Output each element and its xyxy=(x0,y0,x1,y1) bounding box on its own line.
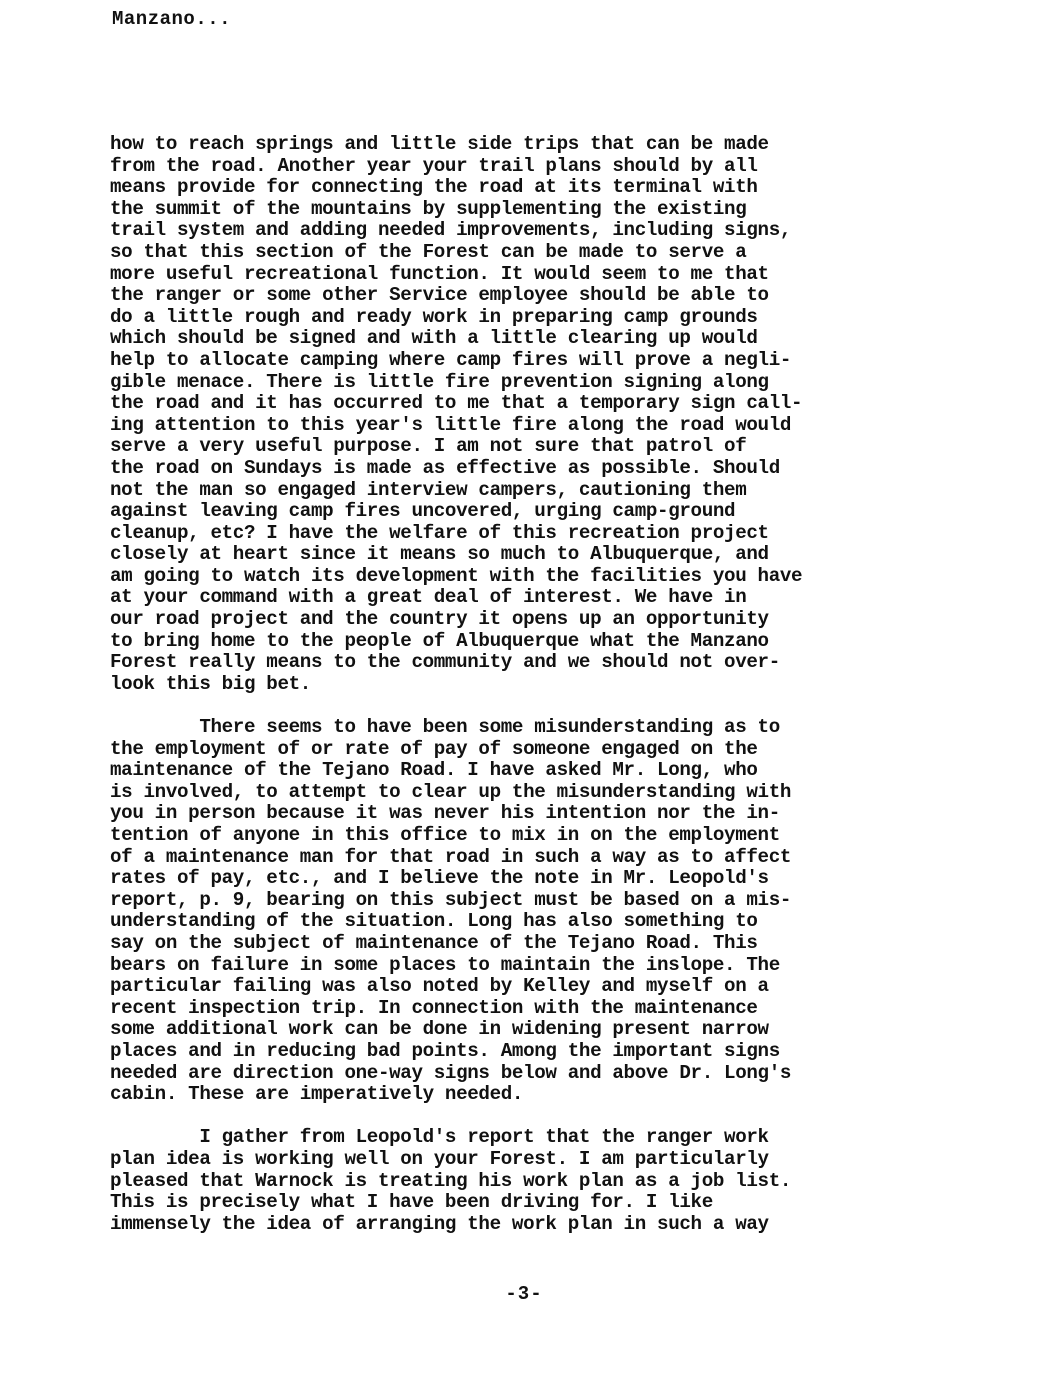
text-line: cabin. These are imperatively needed. xyxy=(110,1083,524,1106)
text-line: tention of anyone in this office to mix in on the employment xyxy=(110,824,780,846)
text-line: look this big bet. xyxy=(110,672,311,695)
text-line: cleanup, etc? I have the welfare of this recreation project xyxy=(110,521,769,544)
text-line: from the road. Another year your trail plans should by all xyxy=(110,154,758,177)
text-line: trail system and adding needed improvements, including signs, xyxy=(110,219,792,242)
text-line: not the man so engaged interview campers, cautioning them xyxy=(110,478,747,501)
paragraph-gap xyxy=(110,1106,920,1128)
text-line: particular failing was also noted by Kelley and myself on a xyxy=(110,975,769,998)
text-line: bears on failure in some places to maintain the inslope. The xyxy=(110,953,780,976)
page-header: Manzano... xyxy=(112,8,232,30)
text-line: immensely the idea of arranging the work plan in such a way xyxy=(110,1212,769,1235)
text-line: There seems to have been some misunderstanding as to xyxy=(110,716,780,739)
text-line: how to reach springs and little side trips that can be made xyxy=(110,133,769,155)
text-line: our road project and the country it opens up an opportunity xyxy=(110,608,769,631)
text-line: do a little rough and ready work in preparing camp grounds xyxy=(110,305,758,328)
letter-body xyxy=(110,134,920,1235)
text-line: rates of pay, etc., and I believe the note in Mr. Leopold's xyxy=(110,867,769,890)
text-line: say on the subject of maintenance of the Tejano Road. This xyxy=(110,931,758,954)
text-line: closely at heart since it means so much to Albuquerque, and xyxy=(110,543,769,566)
text-line: the employment of or rate of pay of someone engaged on the xyxy=(110,737,758,760)
text-line: Forest really means to the community and we should not over- xyxy=(110,651,780,674)
text-line: plan idea is working well on your Forest. I am particularly xyxy=(110,1147,769,1170)
text-line: which should be signed and with a little clearing up would xyxy=(110,327,758,350)
text-line: you in person because it was never his intention nor the in- xyxy=(110,802,780,825)
page-number: -3- xyxy=(505,1283,543,1305)
text-line: more useful recreational function. It would seem to me that xyxy=(110,262,769,285)
text-line: some additional work can be done in widening present narrow xyxy=(110,1018,769,1041)
text-line: help to allocate camping where camp fires will prove a negli- xyxy=(110,348,792,371)
text-line: recent inspection trip. In connection with the maintenance xyxy=(110,996,758,1019)
text-line: the summit of the mountains by supplementing the existing xyxy=(110,197,747,220)
text-line: against leaving camp fires uncovered, urging camp-ground xyxy=(110,500,736,523)
text-line: ing attention to this year's little fire along the road would xyxy=(110,413,792,436)
text-line: report, p. 9, bearing on this subject must be based on a mis- xyxy=(110,888,792,911)
paragraph-gap xyxy=(110,695,920,717)
text-line: pleased that Warnock is treating his work plan as a job list. xyxy=(110,1169,792,1192)
text-line: I gather from Leopold's report that the ranger work xyxy=(110,1126,769,1149)
text-line: means provide for connecting the road at its terminal with xyxy=(110,176,758,199)
text-line: gible menace. There is little fire prevention signing along xyxy=(110,370,769,393)
text-line: the ranger or some other Service employee should be able to xyxy=(110,284,769,307)
text-line: maintenance of the Tejano Road. I have asked Mr. Long, who xyxy=(110,759,758,782)
text-line: is involved, to attempt to clear up the misunderstanding with xyxy=(110,780,792,803)
text-line: This is precisely what I have been driving for. I like xyxy=(110,1191,713,1214)
text-line: the road on Sundays is made as effective as possible. Should xyxy=(110,456,780,479)
text-line: of a maintenance man for that road in such a way as to affect xyxy=(110,845,792,868)
text-line: understanding of the situation. Long has also something to xyxy=(110,910,758,933)
text-line: so that this section of the Forest can be made to serve a xyxy=(110,240,747,263)
text-line: at your command with a great deal of interest. We have in xyxy=(110,586,747,609)
text-line: to bring home to the people of Albuquerque what the Manzano xyxy=(110,629,769,652)
text-line: serve a very useful purpose. I am not sure that patrol of xyxy=(110,435,747,458)
text-line: am going to watch its development with the facilities you have xyxy=(110,564,803,587)
text-line: the road and it has occurred to me that a temporary sign call- xyxy=(110,392,803,415)
paragraph-work-plan xyxy=(110,1127,920,1235)
text-line: needed are direction one-way signs below and above Dr. Long's xyxy=(110,1061,792,1084)
paragraph-maintenance xyxy=(110,717,920,1106)
text-line: places and in reducing bad points. Among the important signs xyxy=(110,1039,780,1062)
paragraph-recreation xyxy=(110,134,920,695)
